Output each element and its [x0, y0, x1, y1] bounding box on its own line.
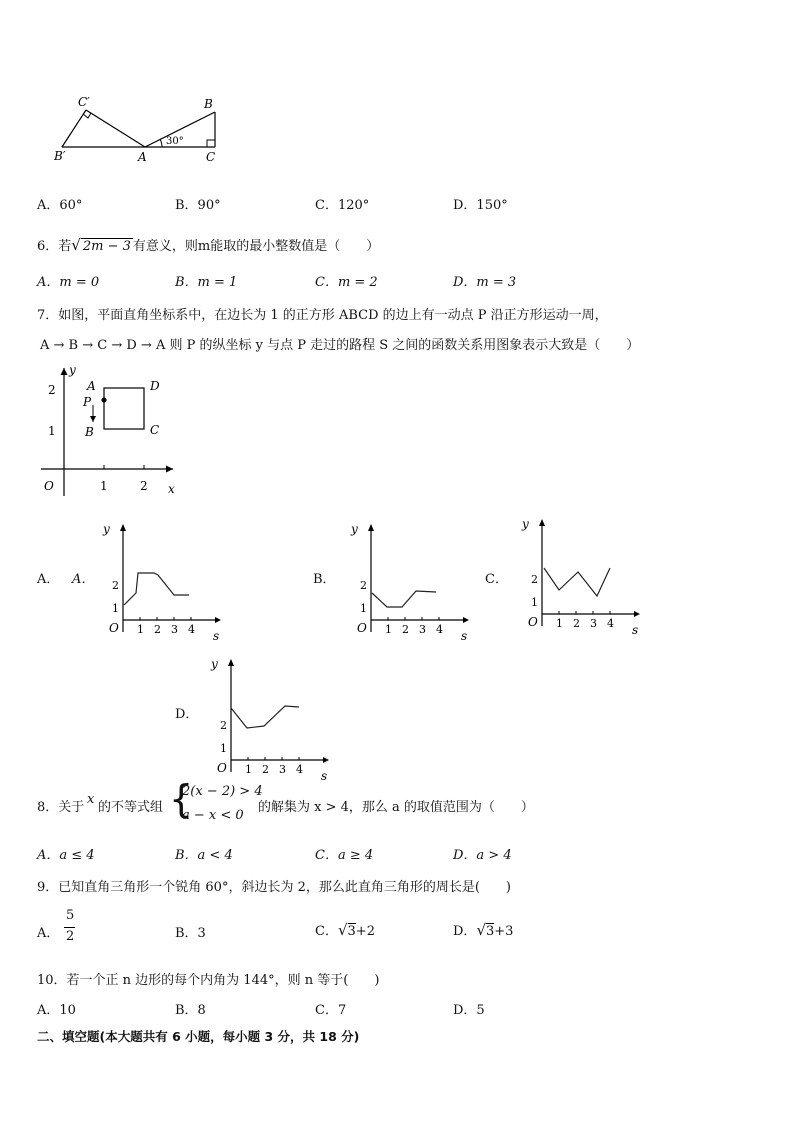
sqrt-symbol: √ [71, 236, 81, 254]
label-c: C [206, 150, 216, 164]
axis-s-label: s [321, 769, 328, 780]
axis-y-label: y [103, 522, 110, 536]
point-p-label: P [83, 395, 92, 409]
tick-x-label-3: 3 [419, 623, 426, 636]
q8-var: x [87, 792, 95, 807]
q7-option-a-extra: A． [72, 572, 95, 587]
label-b: B [204, 97, 213, 111]
q6-stem-pre: 6．若 [37, 239, 72, 254]
tick-x-label-4: 4 [607, 617, 614, 630]
label-c-prime: C′ [78, 95, 90, 109]
function-curve [231, 706, 299, 728]
point-b-label: B [85, 425, 94, 439]
q9-option-b[interactable]: B．3 [175, 926, 206, 941]
tick-x-label-3: 3 [279, 763, 286, 776]
q5-triangle-figure [50, 92, 230, 164]
fraction-bar [64, 927, 75, 928]
q9-opt-a-num: 5 [66, 908, 75, 923]
q7-option-a-label[interactable]: A． [37, 572, 60, 587]
tick-x-2: 2 [140, 479, 148, 493]
function-curve [124, 573, 189, 605]
y-axis-arrow [368, 524, 374, 531]
axis-y-label: y [211, 657, 218, 671]
q8-ineq1: 2(x − 2) > 4 [182, 784, 263, 799]
tick-y-1: 1 [48, 424, 56, 438]
label-angle: 30° [166, 136, 184, 147]
q6-option-d[interactable]: D．m = 3 [453, 275, 517, 290]
x-axis-arrow [323, 757, 329, 763]
q5-option-d[interactable]: D．150° [453, 198, 508, 213]
q6-option-b[interactable]: B．m = 1 [175, 275, 238, 290]
axis-y-label: y [351, 522, 358, 536]
q7-graph-d[interactable] [199, 650, 329, 780]
q9-opt-d-tail: +3 [494, 924, 514, 939]
q6-stem-post: 有意义，则m能取的最小整数值是（ ） [132, 239, 380, 254]
q7-option-b-label[interactable]: B． [313, 572, 336, 587]
origin-label: O [217, 761, 227, 775]
q7-coordinate-figure [38, 360, 188, 500]
q8-stem-mid: 的不等式组 [98, 800, 164, 815]
x-axis-arrow [634, 611, 640, 617]
tick-y-2: 2 [48, 383, 56, 397]
tick-x-label-1: 1 [385, 623, 392, 636]
q8-option-a[interactable]: A．a ≤ 4 [37, 848, 95, 863]
q9-opt-c-rad: 3 [347, 924, 356, 939]
tick-y-label-1: 1 [531, 596, 538, 609]
function-curve [544, 568, 610, 596]
q9-option-a[interactable] [37, 908, 117, 948]
tick-x-label-2: 2 [154, 623, 161, 636]
label-a: A [138, 150, 147, 164]
q10-option-b[interactable]: B．8 [175, 1003, 206, 1018]
origin-label: O [109, 621, 119, 635]
axis-y-label: y [522, 517, 529, 531]
q7-graph-a[interactable] [96, 515, 226, 645]
q5-option-b[interactable]: B．90° [175, 198, 221, 213]
q9-opt-d-rad: 3 [486, 924, 495, 939]
tick-y-label-2: 2 [360, 579, 367, 592]
tick-y-label-1: 1 [112, 602, 119, 615]
q9-opt-d-label: D． [453, 924, 477, 939]
x-axis-arrow [463, 617, 469, 623]
origin-label: O [528, 615, 538, 629]
y-axis-arrow [539, 519, 545, 526]
q9-opt-c-label: C． [315, 924, 338, 939]
q10-option-d[interactable]: D．5 [453, 1003, 485, 1018]
axis-x-label: x [168, 482, 175, 496]
q8-option-c[interactable]: C．a ≥ 4 [315, 848, 374, 863]
q9-opt-a-den: 2 [66, 929, 75, 944]
q6-option-a[interactable]: A．m = 0 [37, 275, 100, 290]
tick-y-label-2: 2 [220, 719, 227, 732]
tick-x-label-2: 2 [402, 623, 409, 636]
q7-stem-line1: 7．如图，平面直角坐标系中，在边长为 1 的正方形 ABCD 的边上有一动点 P 沿正方形运动一周， [37, 308, 608, 323]
tick-y-label-1: 1 [220, 742, 227, 755]
function-curve [372, 591, 436, 607]
q7-graph-c[interactable] [514, 510, 644, 640]
q8-option-b[interactable]: B．a < 4 [175, 848, 233, 863]
q8-ineq2: a − x < 0 [182, 808, 244, 823]
q10-option-a[interactable]: A．10 [37, 1003, 76, 1018]
q5-option-c[interactable]: C．120° [315, 198, 370, 213]
tick-x-label-2: 2 [573, 617, 580, 630]
axis-s-label: s [461, 629, 468, 643]
point-d-label: D [150, 379, 160, 393]
tick-x-label-1: 1 [245, 763, 252, 776]
y-axis-arrow [120, 524, 126, 531]
g-d-svg [199, 650, 329, 780]
q10-option-c[interactable]: C．7 [315, 1003, 347, 1018]
sqrt-symbol: √ [337, 921, 348, 939]
axis-y-label: y [69, 363, 76, 377]
q6-radicand: 2m − 3 [82, 239, 131, 254]
tick-x-1: 1 [100, 479, 108, 493]
q9-opt-a-label: A． [37, 926, 60, 941]
q6-stem [37, 235, 379, 254]
q5-option-a[interactable]: A．60° [37, 198, 83, 213]
q9-opt-c-tail: +2 [355, 924, 375, 939]
q7-graph-b[interactable] [344, 515, 474, 645]
q7-stem-line2: A → B → C → D → A 则 P 的纵坐标 y 与点 P 走过的路程 S 之间的函数关系用图象表示大致是（ ） [40, 338, 640, 353]
label-b-prime: B′ [54, 149, 66, 163]
g-a-svg [96, 515, 226, 645]
section-2-heading: 二、填空题(本大题共有 6 小题，每小题 3 分，共 18 分) [37, 1029, 360, 1044]
y-axis-arrow [228, 659, 234, 666]
q9-option-c[interactable] [315, 920, 375, 939]
tick-x-label-1: 1 [556, 617, 563, 630]
q6-option-c[interactable]: C．m = 2 [315, 275, 378, 290]
tick-x-label-4: 4 [296, 763, 303, 776]
q8-stem-pre: 8．关于 [37, 800, 85, 815]
g-b-svg [344, 515, 474, 645]
q9-stem: 9．已知直角三角形一个锐角 60°，斜边长为 2，那么此直角三角形的周长是( ) [37, 880, 511, 895]
tick-x-label-3: 3 [590, 617, 597, 630]
tick-y-label-2: 2 [112, 579, 119, 592]
tick-x-label-4: 4 [188, 623, 195, 636]
origin-label: O [44, 479, 54, 493]
q8-stem-post: 的解集为 x > 4，那么 a 的取值范围为（ ） [258, 800, 534, 815]
tick-x-label-1: 1 [137, 623, 144, 636]
tick-x-label-2: 2 [262, 763, 269, 776]
q9-option-d[interactable] [453, 920, 513, 939]
brace-symbol: { [169, 777, 194, 821]
x-axis-arrow [215, 617, 221, 623]
origin-label: O [357, 621, 367, 635]
q10-stem: 10．若一个正 n 边形的每个内角为 144°，则 n 等于( ) [37, 973, 380, 988]
tick-x-label-3: 3 [171, 623, 178, 636]
q7-option-c-label[interactable]: C． [485, 572, 508, 587]
q8-option-d[interactable]: D．a > 4 [453, 848, 512, 863]
tick-x-label-4: 4 [436, 623, 443, 636]
g-c-svg [514, 510, 644, 640]
tick-y-label-2: 2 [531, 573, 538, 586]
q7-option-d-label[interactable]: D． [175, 707, 199, 722]
axis-s-label: s [632, 623, 639, 637]
point-a-label: A [87, 379, 96, 393]
point-c-label: C [150, 423, 160, 437]
sqrt-symbol: √ [476, 921, 486, 939]
axis-s-label: s [213, 629, 220, 643]
tick-y-label-1: 1 [360, 602, 367, 615]
